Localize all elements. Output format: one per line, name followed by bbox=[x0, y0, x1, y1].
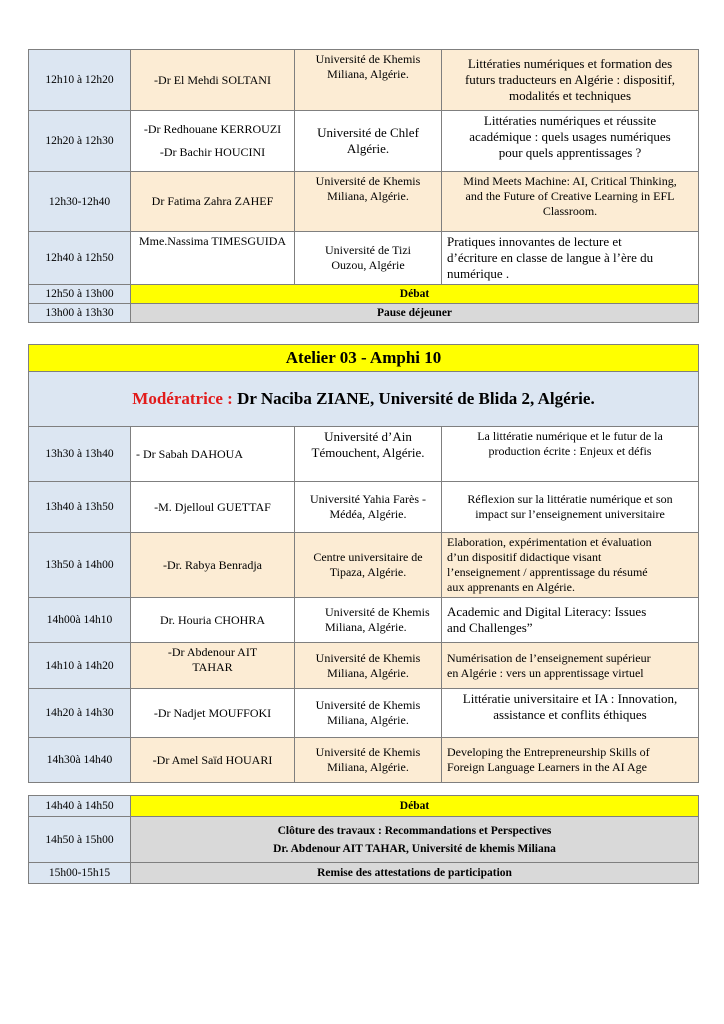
affiliation-line: Miliana, Algérie. bbox=[327, 713, 409, 727]
talk-title-cell bbox=[442, 738, 699, 783]
time-cell: 15h00-15h15 bbox=[29, 863, 131, 884]
cloture-cell bbox=[131, 817, 699, 863]
table-row bbox=[29, 817, 699, 863]
affiliation-line: Université de Khemis bbox=[315, 698, 421, 712]
title-line: Réflexion sur la littératie numérique et son bbox=[467, 492, 673, 506]
title-line: Littératies numériques et formation des bbox=[467, 56, 673, 71]
table-row bbox=[29, 533, 699, 598]
cloture-title: Clôture des travaux : Recommandations et Perspectives bbox=[277, 824, 552, 837]
talk-title-cell bbox=[442, 427, 699, 482]
affiliation-line: Miliana, Algérie. bbox=[327, 189, 409, 203]
speaker-name: -Dr Abdenour AIT bbox=[167, 645, 258, 659]
table-row bbox=[29, 304, 699, 323]
affiliation-line: Université Yahia Farès - bbox=[310, 492, 426, 506]
table-row bbox=[29, 172, 699, 232]
affiliation-cell bbox=[295, 232, 442, 285]
title-line: Academic and Digital Literacy: Issues bbox=[447, 604, 647, 619]
speaker-cell bbox=[131, 643, 295, 689]
title-line: aux apprenants en Algérie. bbox=[447, 580, 575, 594]
affiliation-line: Centre universitaire de bbox=[313, 550, 423, 564]
affiliation-cell bbox=[295, 738, 442, 783]
speaker-name: Mme.Nassima TIMESGUIDA bbox=[138, 234, 287, 248]
speaker-name: -Dr Amel Saïd HOUARI bbox=[152, 752, 273, 767]
affiliation-line: Tipaza, Algérie. bbox=[329, 565, 407, 579]
speaker-cell bbox=[131, 427, 295, 482]
title-line: and Challenges” bbox=[447, 620, 533, 635]
affiliation-cell bbox=[295, 50, 442, 111]
title-line: Classroom. bbox=[542, 204, 598, 218]
title-line: Elaboration, expérimentation et évaluation bbox=[447, 535, 652, 549]
affiliation-line: Université de Khemis bbox=[315, 52, 421, 66]
debat-label: Débat bbox=[131, 285, 699, 304]
speaker-name: -Dr Bachir HOUCINI bbox=[159, 145, 266, 159]
affiliation-line: Université d’Ain bbox=[324, 429, 412, 444]
title-line: Numérisation de l’enseignement supérieur bbox=[447, 650, 651, 665]
moderator-cell bbox=[29, 372, 699, 427]
time-cell: 12h50 à 13h00 bbox=[29, 285, 131, 304]
time-cell: 14h20 à 14h30 bbox=[29, 689, 131, 738]
affiliation-cell bbox=[295, 598, 442, 643]
talk-title-cell bbox=[442, 111, 699, 172]
atelier-title-row bbox=[29, 345, 699, 372]
affiliation-line: Université de Khemis bbox=[325, 605, 430, 619]
atelier-title: Atelier 03 - Amphi 10 bbox=[29, 345, 699, 372]
speaker-name: TAHAR bbox=[192, 660, 233, 674]
title-line: Foreign Language Learners in the AI Age bbox=[447, 760, 647, 774]
affiliation-line: Ouzou, Algérie bbox=[331, 258, 405, 272]
table-row bbox=[29, 285, 699, 304]
title-line: Developing the Entrepreneurship Skills of bbox=[447, 745, 650, 759]
time-cell: 13h50 à 14h00 bbox=[29, 533, 131, 598]
table-row bbox=[29, 643, 699, 689]
time-cell: 12h30-12h40 bbox=[29, 172, 131, 232]
closing-table bbox=[28, 795, 699, 884]
talk-title-cell bbox=[442, 598, 699, 643]
talk-title-cell bbox=[442, 643, 699, 689]
title-line: modalités et techniques bbox=[508, 88, 632, 103]
affiliation-line: Miliana, Algérie. bbox=[327, 665, 409, 680]
affiliation-cell bbox=[295, 643, 442, 689]
speaker-cell bbox=[131, 172, 295, 232]
affiliation-cell bbox=[295, 689, 442, 738]
speaker-cell bbox=[131, 598, 295, 643]
time-cell: 13h00 à 13h30 bbox=[29, 304, 131, 323]
speaker-cell bbox=[131, 111, 295, 172]
speaker-name: - Dr Sabah DAHOUA bbox=[136, 446, 243, 461]
debat-label: Débat bbox=[131, 796, 699, 817]
speaker-cell bbox=[131, 738, 295, 783]
title-line: numérique . bbox=[447, 266, 510, 281]
cloture-speaker: Dr. Abdenour AIT TAHAR, Université de khemis Miliana bbox=[273, 842, 556, 855]
title-line: production écrite : Enjeux et défis bbox=[488, 444, 652, 458]
program-table-morning bbox=[28, 49, 699, 323]
affiliation-line: Miliana, Algérie. bbox=[325, 620, 407, 634]
table-row bbox=[29, 482, 699, 533]
title-line: d’un dispositif didactique visant bbox=[447, 550, 602, 564]
table-row bbox=[29, 50, 699, 111]
speaker-name: -Dr. Rabya Benradja bbox=[163, 557, 262, 572]
time-cell: 13h40 à 13h50 bbox=[29, 482, 131, 533]
speaker-name: -Dr El Mehdi SOLTANI bbox=[154, 72, 271, 87]
speaker-cell bbox=[131, 689, 295, 738]
table-row bbox=[29, 232, 699, 285]
talk-title-cell bbox=[442, 232, 699, 285]
affiliation-cell bbox=[295, 172, 442, 232]
table-row bbox=[29, 796, 699, 817]
talk-title-cell bbox=[442, 50, 699, 111]
affiliation-cell bbox=[295, 533, 442, 598]
moderator-name: Dr Naciba ZIANE, Université de Blida 2, Algérie. bbox=[237, 389, 595, 408]
atelier-table bbox=[28, 344, 699, 783]
table-row bbox=[29, 427, 699, 482]
speaker-name: -M. Djelloul GUETTAF bbox=[154, 499, 271, 514]
time-cell: 14h10 à 14h20 bbox=[29, 643, 131, 689]
title-line: d’écriture en classe de langue à l’ère du bbox=[447, 250, 654, 265]
speaker-name: Dr Fatima Zahra ZAHEF bbox=[151, 194, 274, 208]
affiliation-line: Université de Chlef bbox=[317, 125, 419, 140]
title-line: La littératie numérique et le futur de la bbox=[477, 429, 663, 443]
affiliation-line: Algérie. bbox=[346, 141, 390, 156]
moderator-row bbox=[29, 372, 699, 427]
talk-title-cell bbox=[442, 172, 699, 232]
table-row bbox=[29, 689, 699, 738]
time-cell: 12h40 à 12h50 bbox=[29, 232, 131, 285]
time-cell: 14h30à 14h40 bbox=[29, 738, 131, 783]
affiliation-line: Université de Tizi bbox=[325, 243, 411, 257]
time-cell: 14h50 à 15h00 bbox=[29, 817, 131, 863]
title-line: impact sur l’enseignement universitaire bbox=[475, 507, 665, 521]
title-line: académique : quels usages numériques bbox=[469, 129, 671, 144]
affiliation-line: Miliana, Algérie. bbox=[327, 760, 409, 774]
title-line: Littératies numériques et réussite bbox=[483, 113, 657, 128]
title-line: l’enseignement / apprentissage du résumé bbox=[447, 565, 648, 579]
talk-title-cell bbox=[442, 689, 699, 738]
time-cell: 12h10 à 12h20 bbox=[29, 50, 131, 111]
talk-title-cell bbox=[442, 533, 699, 598]
affiliation-line: Médéa, Algérie. bbox=[329, 507, 407, 521]
table-row bbox=[29, 738, 699, 783]
affiliation-line: Témouchent, Algérie. bbox=[311, 445, 425, 460]
affiliation-cell bbox=[295, 111, 442, 172]
affiliation-line: Miliana, Algérie. bbox=[327, 67, 409, 81]
time-cell: 12h20 à 12h30 bbox=[29, 111, 131, 172]
time-cell: 14h00à 14h10 bbox=[29, 598, 131, 643]
title-line: pour quels apprentissages ? bbox=[498, 145, 642, 160]
speaker-name: Dr. Houria CHOHRA bbox=[160, 612, 265, 627]
table-row bbox=[29, 111, 699, 172]
title-line: futurs traducteurs en Algérie : dispositif, bbox=[464, 72, 676, 87]
speaker-name: -Dr Nadjet MOUFFOKI bbox=[153, 705, 272, 720]
title-line: en Algérie : vers un apprentissage virtuel bbox=[447, 665, 644, 680]
title-line: Pratiques innovantes de lecture et bbox=[447, 234, 622, 249]
title-line: assistance et conflits éthiques bbox=[493, 707, 647, 722]
affiliation-cell bbox=[295, 482, 442, 533]
pause-label: Pause déjeuner bbox=[131, 304, 699, 323]
affiliation-line: Université de Khemis bbox=[315, 650, 421, 665]
moderator-label: Modératrice : bbox=[132, 389, 233, 408]
affiliation-cell bbox=[295, 427, 442, 482]
title-line: and the Future of Creative Learning in EFL bbox=[465, 189, 675, 203]
remise-label: Remise des attestations de participation bbox=[131, 863, 699, 884]
speaker-cell bbox=[131, 533, 295, 598]
speaker-cell bbox=[131, 232, 295, 285]
affiliation-line: Université de Khemis bbox=[315, 174, 421, 188]
speaker-cell bbox=[131, 482, 295, 533]
time-cell: 13h30 à 13h40 bbox=[29, 427, 131, 482]
title-line: Littératie universitaire et IA : Innovation, bbox=[462, 691, 678, 706]
time-cell: 14h40 à 14h50 bbox=[29, 796, 131, 817]
table-row bbox=[29, 598, 699, 643]
title-line: Mind Meets Machine: AI, Critical Thinking, bbox=[463, 174, 677, 188]
affiliation-line: Université de Khemis bbox=[315, 745, 421, 759]
talk-title-cell bbox=[442, 482, 699, 533]
speaker-cell bbox=[131, 50, 295, 111]
table-row bbox=[29, 863, 699, 884]
speaker-name: -Dr Redhouane KERROUZI bbox=[143, 122, 282, 136]
